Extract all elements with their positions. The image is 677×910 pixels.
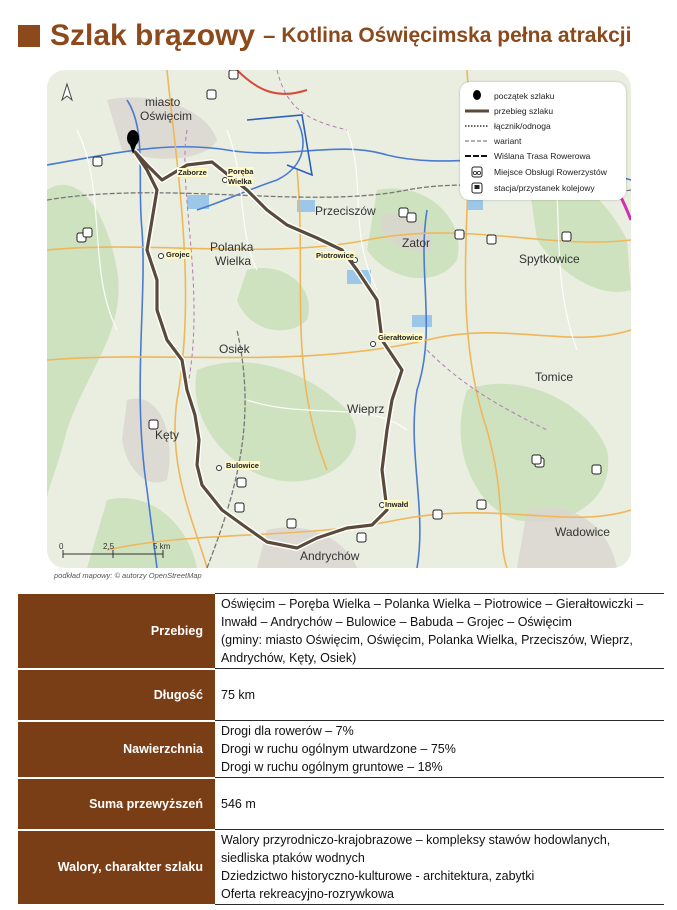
stop-label: Grojec <box>166 250 190 259</box>
page-title <box>18 16 631 56</box>
town-label: Zator <box>402 236 431 250</box>
table-row <box>18 669 664 721</box>
scale-label: 2,5 <box>103 542 115 551</box>
main-road-north <box>237 70 307 94</box>
route-line-icon <box>464 105 490 117</box>
scale-label: 5 km <box>153 542 171 551</box>
town-label: Oświęcim <box>140 109 193 123</box>
town-label: Przeciszów <box>315 204 376 218</box>
legend-item-vistula: Wiślana Trasa Rowerowa <box>464 150 590 162</box>
legend-item-connector: łącznik/odnoga <box>464 120 551 132</box>
train-station-icon <box>464 182 490 194</box>
start-marker-icon <box>464 90 490 102</box>
connector-line-icon <box>464 120 490 132</box>
title-square-marker <box>18 25 40 47</box>
town-label: Spytkowice <box>519 252 580 266</box>
table-row <box>18 830 664 905</box>
route-info-table <box>18 593 664 906</box>
row-value-dlugosc: 75 km <box>215 669 664 721</box>
stop-label: Inwałd <box>385 500 409 509</box>
row-label-przebieg: Przebieg <box>18 594 215 669</box>
town-label: Tomice <box>535 370 574 384</box>
town-label: Andrychów <box>300 549 360 563</box>
table-row <box>18 778 664 830</box>
variant-line-icon <box>464 135 490 147</box>
town-label: Wadowice <box>555 525 610 539</box>
town-label: Osiek <box>219 342 250 356</box>
title-separator: – <box>263 23 276 48</box>
map-credit: podkład mapowy: © autorzy OpenStreetMap <box>54 571 202 580</box>
stop-label: Wielka <box>228 177 252 186</box>
title-main: Szlak brązowy <box>50 19 256 52</box>
town-label: miasto <box>145 95 181 109</box>
legend-item-variant: wariant <box>464 135 521 147</box>
vistula-route-line-icon <box>464 150 490 162</box>
bike-service-icon <box>464 166 490 178</box>
table-row <box>18 721 664 778</box>
row-label-walory: Walory, charakter szlaku <box>18 830 215 905</box>
stop-label: Poręba <box>228 167 254 176</box>
stop-label: Zaborze <box>178 168 207 177</box>
row-label-nawierzchnia: Nawierzchnia <box>18 721 215 778</box>
town-label: Kęty <box>155 428 180 442</box>
map-legend <box>460 82 626 200</box>
row-value-walory: Walory przyrodniczo-krajobrazowe – kompleksy stawów hodowlanych, siedliska ptaków wodnych Dziedzictwo historyczno-kulturowe - architektura, zabytki Oferta rekreacyjno-rozrywkowa <box>215 830 664 905</box>
row-value-nawierzchnia: Drogi dla rowerów – 7% Drogi w ruchu ogólnym utwardzone – 75% Drogi w ruchu ogólnym gruntowe – 18% <box>215 721 664 778</box>
row-value-przebieg: Oświęcim – Poręba Wielka – Polanka Wielka – Piotrowice – Gierałtowiczki – Inwałd – Andrychów – Bulowice – Babuda – Grojec – Oświęcim (gminy: miasto Oświęcim, Oświęcim, Polanka Wielka, Przeciszów, Wieprz, Andrychów, Kęty, Osiek) <box>215 594 664 669</box>
town-label: Wieprz <box>347 402 385 416</box>
stop-label: Bulowice <box>226 461 259 470</box>
legend-item-route: przebieg szlaku <box>464 105 553 117</box>
row-label-przewyzszenia: Suma przewyższeń <box>18 778 215 830</box>
stop-label: Piotrowice <box>316 251 354 260</box>
title-subtitle: Kotlina Oświęcimska pełna atrakcji <box>281 24 632 47</box>
legend-item-bike-service: Miejsce Obsługi Rowerzystów <box>464 166 607 178</box>
stop-label: Gierałtowice <box>378 333 423 342</box>
town-label: Wielka <box>215 254 252 268</box>
scale-label: 0 <box>59 542 64 551</box>
row-label-dlugosc: Długość <box>18 669 215 721</box>
table-row <box>18 594 664 669</box>
north-arrow-icon <box>62 84 72 100</box>
town-label: Polanka <box>210 240 254 254</box>
legend-item-station: stacja/przystanek kolejowy <box>464 182 595 194</box>
legend-item-start: początek szlaku <box>464 90 554 102</box>
row-value-przewyzszenia: 546 m <box>215 778 664 830</box>
